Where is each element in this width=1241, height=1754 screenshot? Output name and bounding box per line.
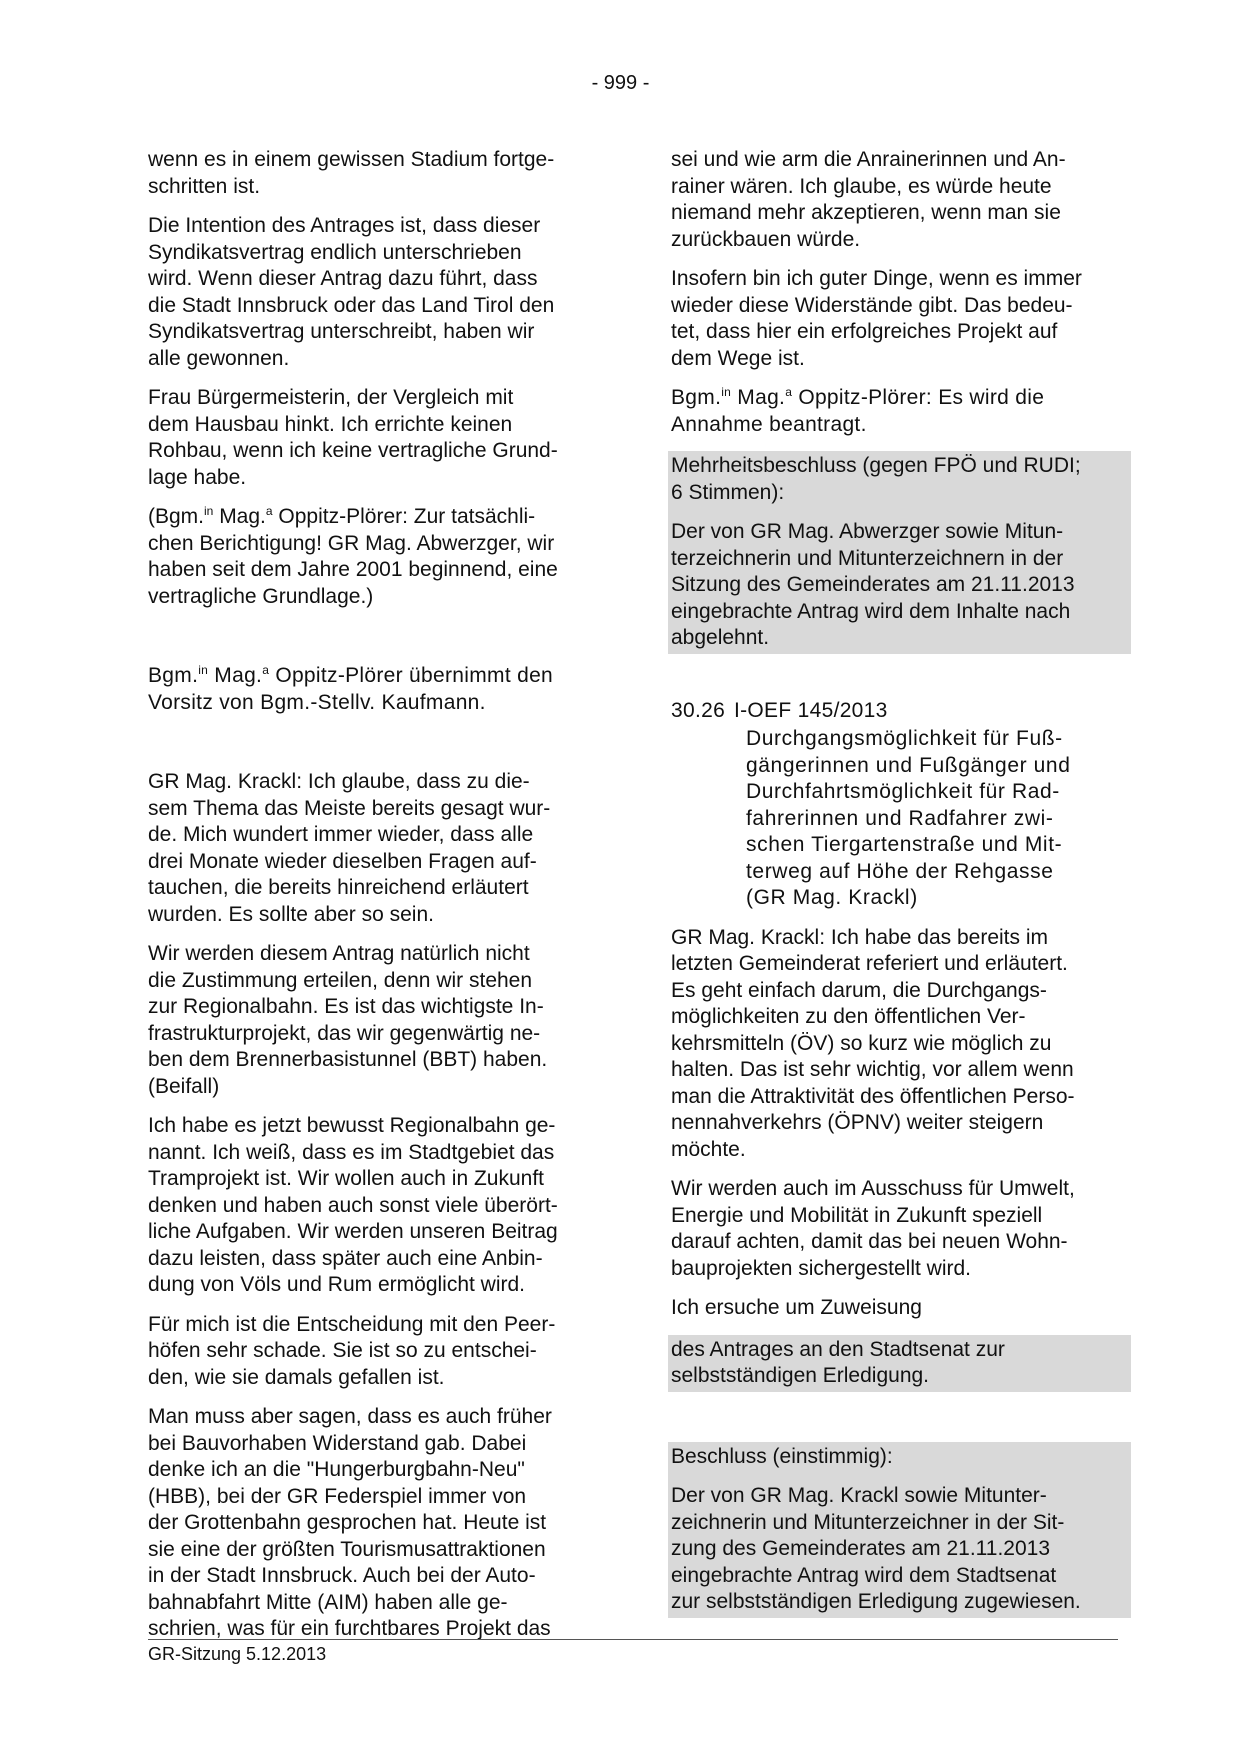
resolution-text: Der von GR Mag. Krackl sowie Mitunter- zeichnerin und Mitunterzeichner in der Sit- zung des Gemeinderates am 21.11.2013 eingebrachte Antrag wird dem Stadtsenat zur selbstständigen Erledigung zugewiesen. (671, 1484, 1081, 1613)
agenda-title: Durchgangsmöglichkeit für Fuß- gängerinnen und Fußgänger und Durchfahrtsmöglichkeit für Rad- fahrerinnen und Radfahrer zwi- schen Tiergartenstraße und Mit- terweg auf Höhe der Rehgasse (GR Mag. Krackl) (746, 727, 1071, 909)
page-number: - 999 - (591, 72, 650, 94)
resolution-heading: Mehrheitsbeschluss (gegen FPÖ und RUDI; 6 Stimmen): (671, 454, 1081, 504)
paragraph: wenn es in einem gewissen Stadium fortge- schritten ist. (148, 148, 555, 198)
paragraph: Frau Bürgermeisterin, der Vergleich mit dem Hausbau hinkt. Ich errichte keinen Rohbau, wenn ich keine vertragliche Grund- lage habe. (148, 386, 558, 489)
resolution-box (668, 1442, 1131, 1618)
resolution-box (668, 451, 1131, 654)
paragraph: Für mich ist die Entscheidung mit den Peer- höfen sehr schade. Sie ist so zu entschei- den, wie sie damals gefallen ist. (148, 1312, 556, 1389)
resolution-heading: Beschluss (einstimmig): (671, 1444, 893, 1468)
agenda-number: 30.26 (671, 698, 726, 722)
motion-text-box (668, 1335, 1131, 1392)
paragraph: Die Intention des Antrages ist, dass dieser Syndikatsvertrag endlich unterschrieben wird. Wenn dieser Antrag dazu führt, dass die Stadt Innsbruck oder das Land Tirol den Syndikatsvertrag unterschreibt, haben wir alle gewonnen. (148, 214, 555, 370)
paragraph: Man muss aber sagen, dass es auch früher bei Bauvorhaben Widerstand gab. Dabei denke ich an die "Hungerburgbahn-Neu" (HBB), bei der GR Federspiel immer von der Grottenbahn gesprochen hat. Heute ist sie eine der größten Tourismusattraktionen in der Stadt Innsbruck. Auch bei der Auto- bahnabfahrt Mitte (AIM) haben alle ge- schrien, was für ein furchtbares Projekt das (148, 1405, 552, 1640)
paragraph: Wir werden diesem Antrag natürlich nicht die Zustimmung erteilen, denn wir stehen zur Regionalbahn. Es ist das wichtigste In- frastrukturprojekt, das wir gegenwärtig ne- ben dem Brennerbasistunnel (BBT) haben. (Beifall) (148, 942, 548, 1098)
correction-remark: (Bgm.$^{in}$ Mag.$^a$ Oppitz-Plörer: Zur tatsächli- chen Berichtigung! GR Mag. Abwerzger, wir haben seit dem Jahre 2001 beginnend, eine vertragliche Grundlage.) (148, 504, 558, 608)
right-column (671, 147, 1131, 1618)
motion-text: des Antrages an den Stadtsenat zur selbstständigen Erledigung. (671, 1337, 1005, 1387)
paragraph: sei und wie arm die Anrainerinnen und An- rainer wären. Ich glaube, es würde heute niemand mehr akzeptieren, wenn man sie zurückbauen würde. (671, 148, 1066, 251)
paragraph: Ich habe es jetzt bewusst Regionalbahn ge- nannt. Ich weiß, dass es im Stadtgebiet das Tramprojekt ist. Wir wollen auch in Zukunft denken und haben auch sonst viele überört- liche Aufgaben. Wir werden unseren Beitrag dazu leisten, dass später auch eine Anbin- dung von Völs und Rum ermöglicht wird. (148, 1114, 558, 1296)
agenda-item-header (671, 698, 1131, 725)
paragraph: GR Mag. Krackl: Ich glaube, dass zu die- sem Thema das Meiste bereits gesagt wur- de. Mich wundert immer wieder, dass alle drei Monate wieder dieselben Fragen auf- tauchen, die bereits hinreichend erläutert wurden. Es sollte aber so sein. (148, 770, 551, 926)
chair-change-note: Bgm.$^{in}$ Mag.$^a$ Oppitz-Plörer übernimmt den Vorsitz von Bgm.-Stellv. Kaufmann. (148, 663, 554, 714)
footer-divider (148, 1639, 1118, 1640)
paragraph: Insofern bin ich guter Dinge, wenn es immer wieder diese Widerstände gibt. Das bedeu- tet, dass hier ein erfolgreiches Projekt auf dem Wege ist. (671, 267, 1082, 370)
footer-session-date: GR-Sitzung 5.12.2013 (148, 1644, 327, 1664)
paragraph: GR Mag. Krackl: Ich habe das bereits im letzten Gemeinderat referiert und erläutert. Es geht einfach darum, die Durchgangs- möglichkeiten zu den öffentlichen Ver- kehrsmitteln (ÖV) so kurz wie möglich zu halten. Das ist sehr wichtig, vor allem wenn man die Attraktivität des öffentlichen Perso- nennahverkehrs (ÖPNV) weiter steigern möchte. (671, 925, 1075, 1161)
left-column (148, 147, 603, 1656)
agenda-reference: I-OEF 145/2013 (734, 698, 888, 722)
paragraph: Ich ersuche um Zuweisung (671, 1296, 922, 1319)
resolution-text: Der von GR Mag. Abwerzger sowie Mitun- terzeichnerin und Mitunterzeichnern in der Sitzung des Gemeinderates am 21.11.2013 eingebrachte Antrag wird dem Inhalte nach abgelehnt. (671, 520, 1075, 649)
motion-request: Bgm.$^{in}$ Mag.$^a$ Oppitz-Plörer: Es wird die Annahme beantragt. (671, 385, 1045, 436)
paragraph: Wir werden auch im Ausschuss für Umwelt, Energie und Mobilität in Zukunft speziell darauf achten, damit das bei neuen Wohn- bauprojekten sichergestellt wird. (671, 1177, 1075, 1280)
